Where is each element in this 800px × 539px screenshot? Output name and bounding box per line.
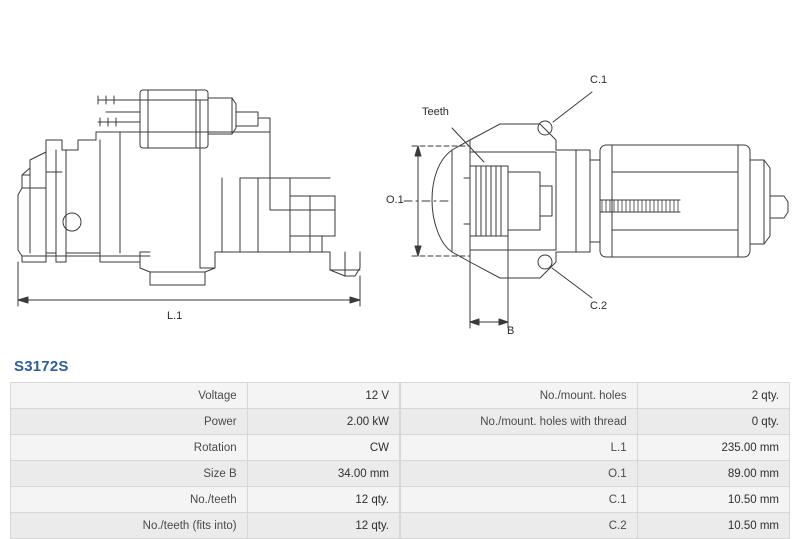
- table-row: [401, 435, 790, 461]
- front-view-group: [432, 121, 788, 278]
- table-row: [401, 487, 790, 513]
- table-row: [11, 513, 400, 539]
- side-view-group: [18, 90, 360, 285]
- mount-hole-1: [538, 121, 552, 135]
- spec-value: 10.50 mm: [637, 487, 789, 513]
- spec-key: No./mount. holes with thread: [401, 409, 638, 435]
- label-c1: C.1: [590, 74, 608, 86]
- spec-key: Rotation: [11, 435, 248, 461]
- part-number: S3172S: [14, 358, 69, 375]
- label-o1: O.1: [386, 194, 404, 206]
- spec-key: No./teeth: [11, 487, 248, 513]
- spec-key: O.1: [401, 461, 638, 487]
- table-row: [401, 513, 790, 539]
- label-teeth: Teeth: [422, 106, 449, 118]
- table-row: [401, 409, 790, 435]
- spec-value: 2 qty.: [637, 383, 789, 409]
- spec-value: 34.00 mm: [247, 461, 399, 487]
- specs-table-right: [400, 382, 790, 539]
- spec-value: 2.00 kW: [247, 409, 399, 435]
- specifications: [10, 382, 790, 539]
- spec-key: Power: [11, 409, 248, 435]
- spec-key: C.2: [401, 513, 638, 539]
- spec-value: 12 qty.: [247, 513, 399, 539]
- dimension-o1: [404, 146, 470, 256]
- spec-value: 10.50 mm: [637, 513, 789, 539]
- spec-value: 0 qty.: [637, 409, 789, 435]
- table-row: [11, 409, 400, 435]
- spec-value: CW: [247, 435, 399, 461]
- spec-value: 12 V: [247, 383, 399, 409]
- spec-value: 89.00 mm: [637, 461, 789, 487]
- leader-lines: [452, 92, 592, 298]
- spec-value: 12 qty.: [247, 487, 399, 513]
- spec-key: Size B: [11, 461, 248, 487]
- table-row: [11, 383, 400, 409]
- spec-key: Voltage: [11, 383, 248, 409]
- table-row: [11, 435, 400, 461]
- mount-hole-2: [538, 255, 552, 269]
- table-row: [11, 461, 400, 487]
- table-row: [401, 383, 790, 409]
- spec-key: C.1: [401, 487, 638, 513]
- spec-key: No./teeth (fits into): [11, 513, 248, 539]
- spec-key: No./mount. holes: [401, 383, 638, 409]
- label-c2: C.2: [590, 300, 608, 312]
- table-row: [401, 461, 790, 487]
- spec-value: 235.00 mm: [637, 435, 789, 461]
- table-row: [11, 487, 400, 513]
- spec-key: L.1: [401, 435, 638, 461]
- specs-table-left: [10, 382, 400, 539]
- label-b: B: [507, 325, 515, 337]
- dimension-l1: [18, 262, 360, 306]
- label-l1: L.1: [167, 310, 183, 322]
